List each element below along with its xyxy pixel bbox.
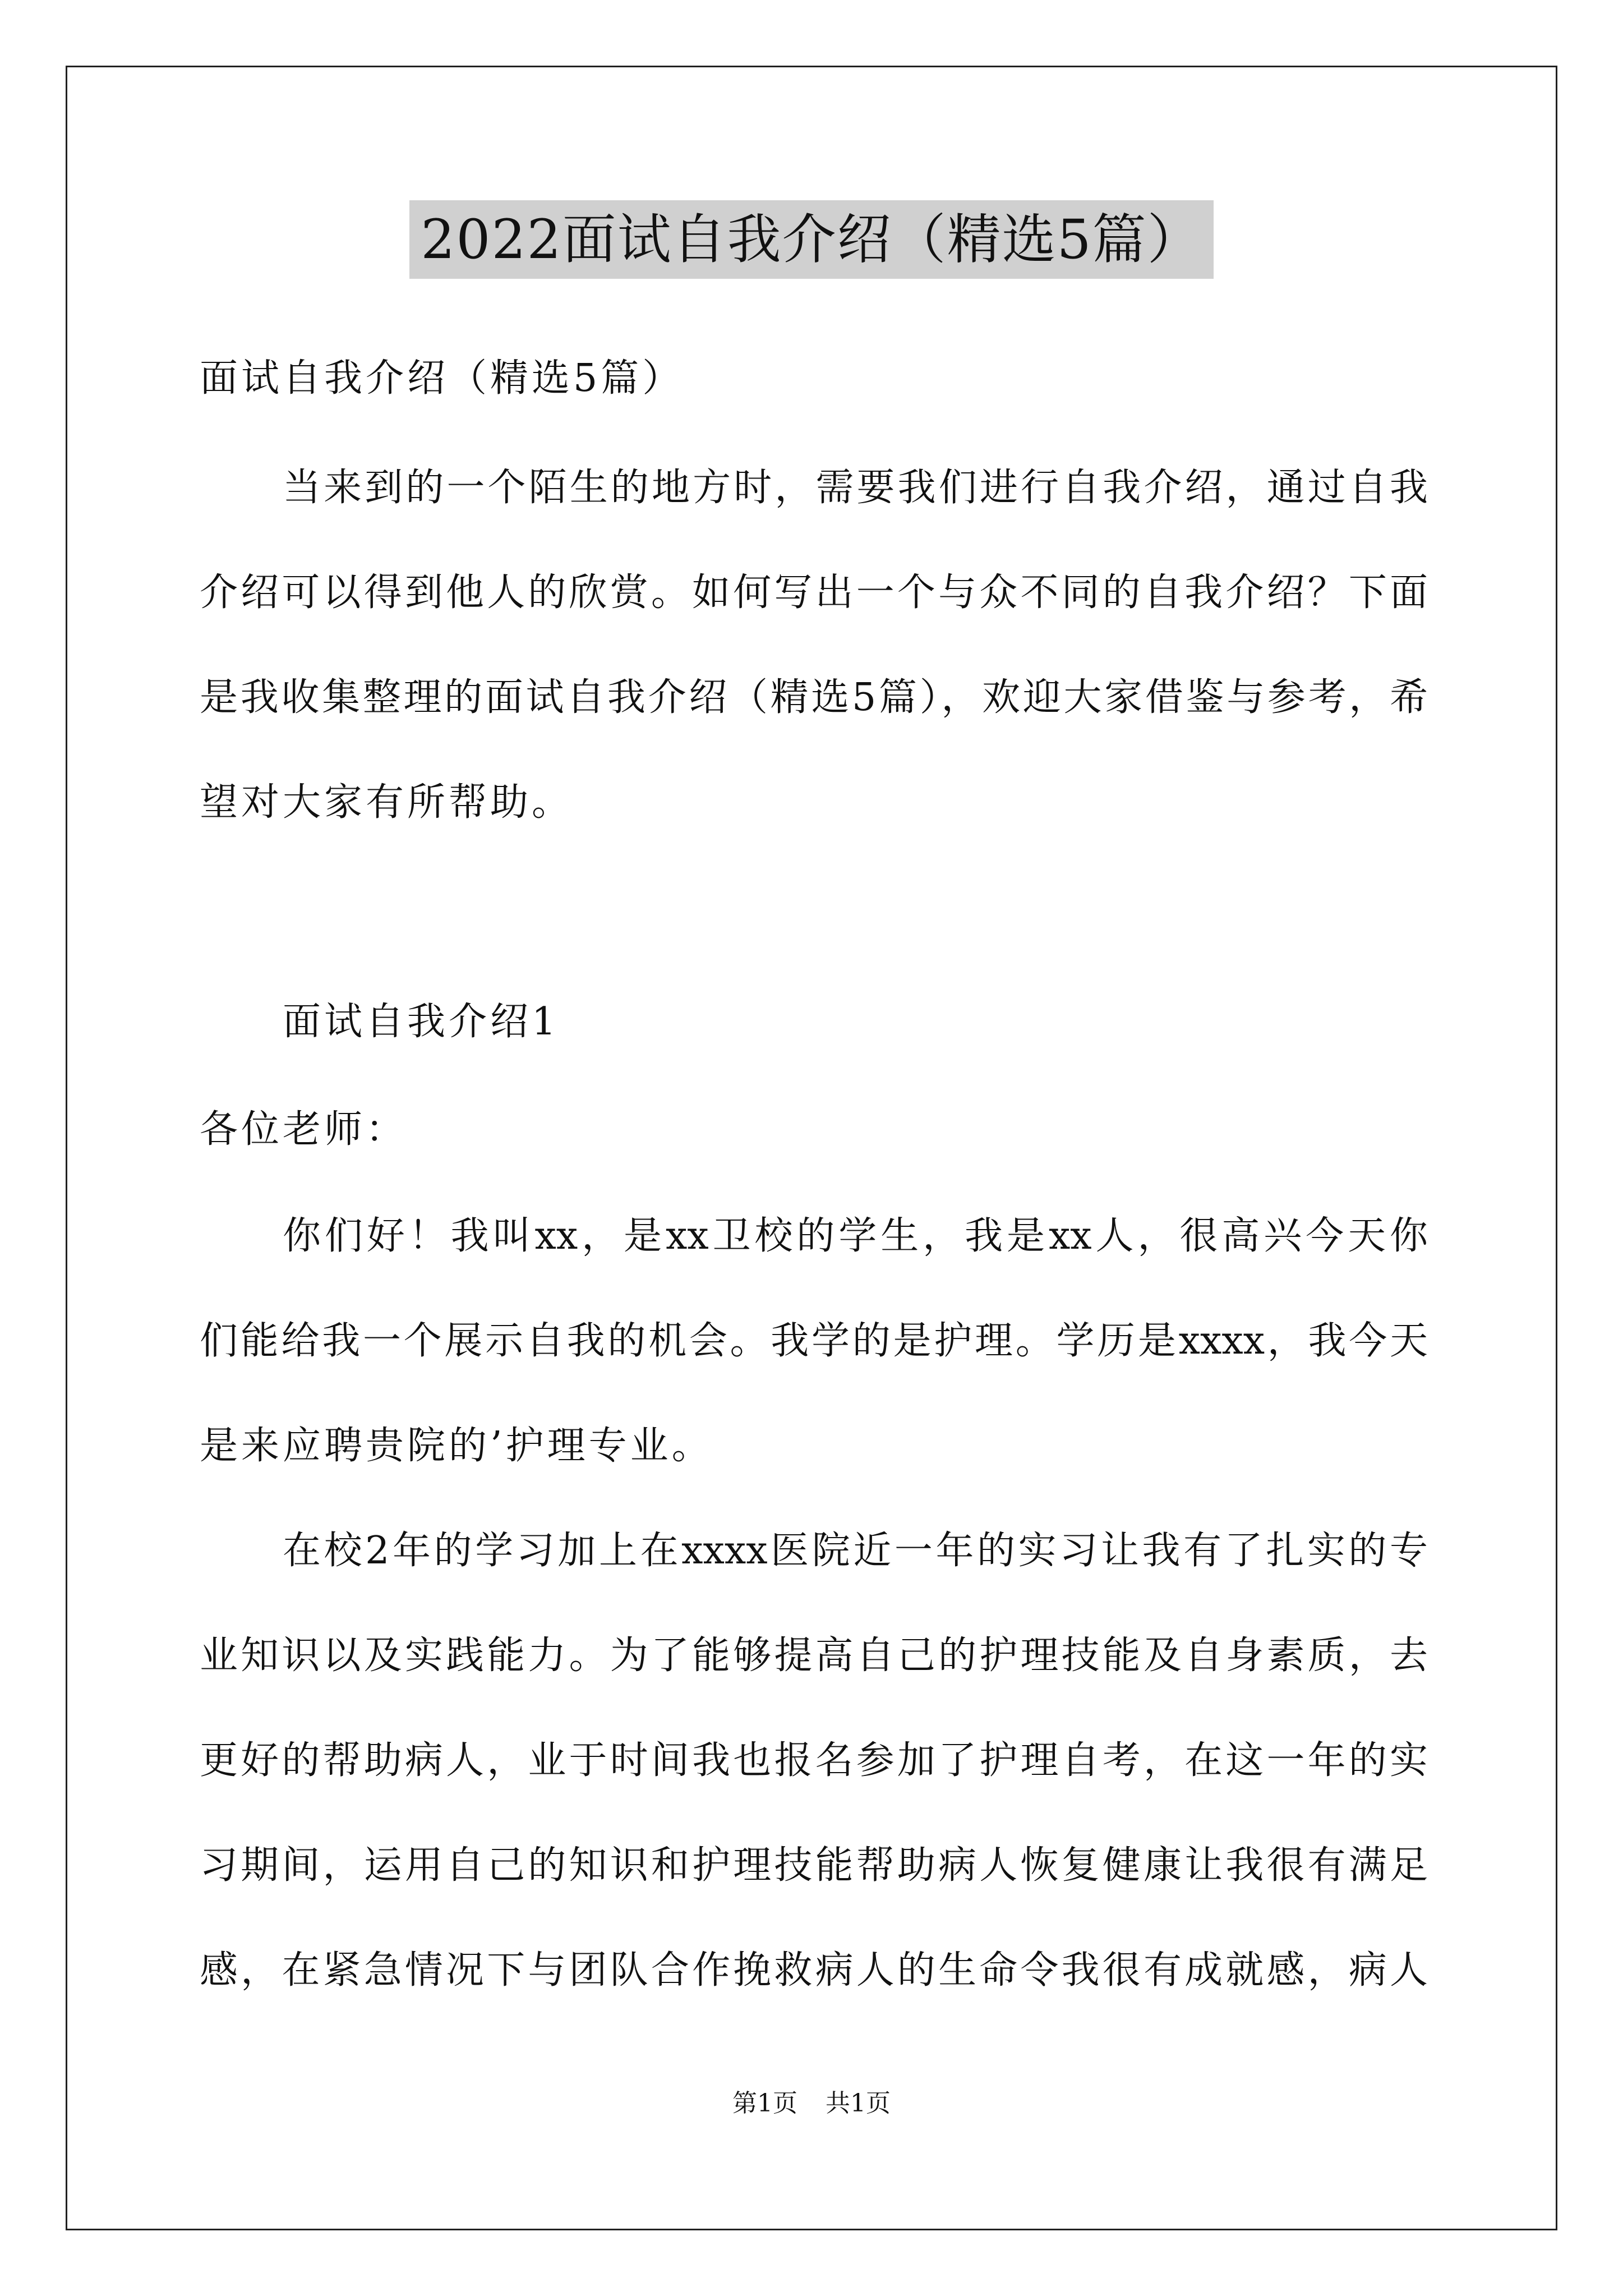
subtitle-line: 面试自我介绍（精选5篇）: [200, 356, 684, 401]
page-total: 共1页: [826, 2089, 891, 2118]
paragraph-line: 在校2年的学习加上在xxxx医院近一年的实习让我有了扎实的专: [283, 1529, 1428, 1573]
paragraph-line: 业知识以及实践能力。为了能够提高自己的护理技能及自身素质，去: [200, 1634, 1428, 1678]
paragraph-line: 们能给我一个展示自我的机会。我学的是护理。学历是xxxx，我今天: [200, 1319, 1428, 1363]
paragraph-line: 是我收集整理的面试自我介绍（精选5篇），欢迎大家借鉴与参考，希: [200, 675, 1428, 720]
page-number: 第1页: [732, 2089, 797, 2118]
paragraph-line: 更好的帮助病人，业于时间我也报名参加了护理自考，在这一年的实: [200, 1738, 1428, 1783]
paragraph-line: 是来应聘贵院的’护理专业。: [200, 1424, 713, 1468]
paragraph-line: 感，在紧急情况下与团队合作挽救病人的生命令我很有成就感，病人: [200, 1948, 1428, 1993]
paragraph-line: 介绍可以得到他人的欣赏。如何写出一个与众不同的自我介绍？下面: [200, 570, 1428, 615]
document-title: 2022面试自我介绍（精选5篇）: [409, 200, 1213, 279]
paragraph-line: 你们好！我叫xx，是xx卫校的学生，我是xx人，很高兴今天你: [283, 1214, 1428, 1258]
paragraph-line: 当来到的一个陌生的地方时，需要我们进行自我介绍，通过自我: [283, 466, 1428, 510]
paragraph-line: 习期间，运用自己的知识和护理技能帮助病人恢复健康让我很有满足: [200, 1843, 1428, 1888]
title-wrapper: [0, 200, 1623, 279]
section-heading: 面试自我介绍1: [283, 1000, 560, 1044]
page-footer: [0, 2087, 1623, 2120]
paragraph-line: 望对大家有所帮助。: [200, 780, 574, 825]
salutation-line: 各位老师：: [200, 1107, 408, 1152]
